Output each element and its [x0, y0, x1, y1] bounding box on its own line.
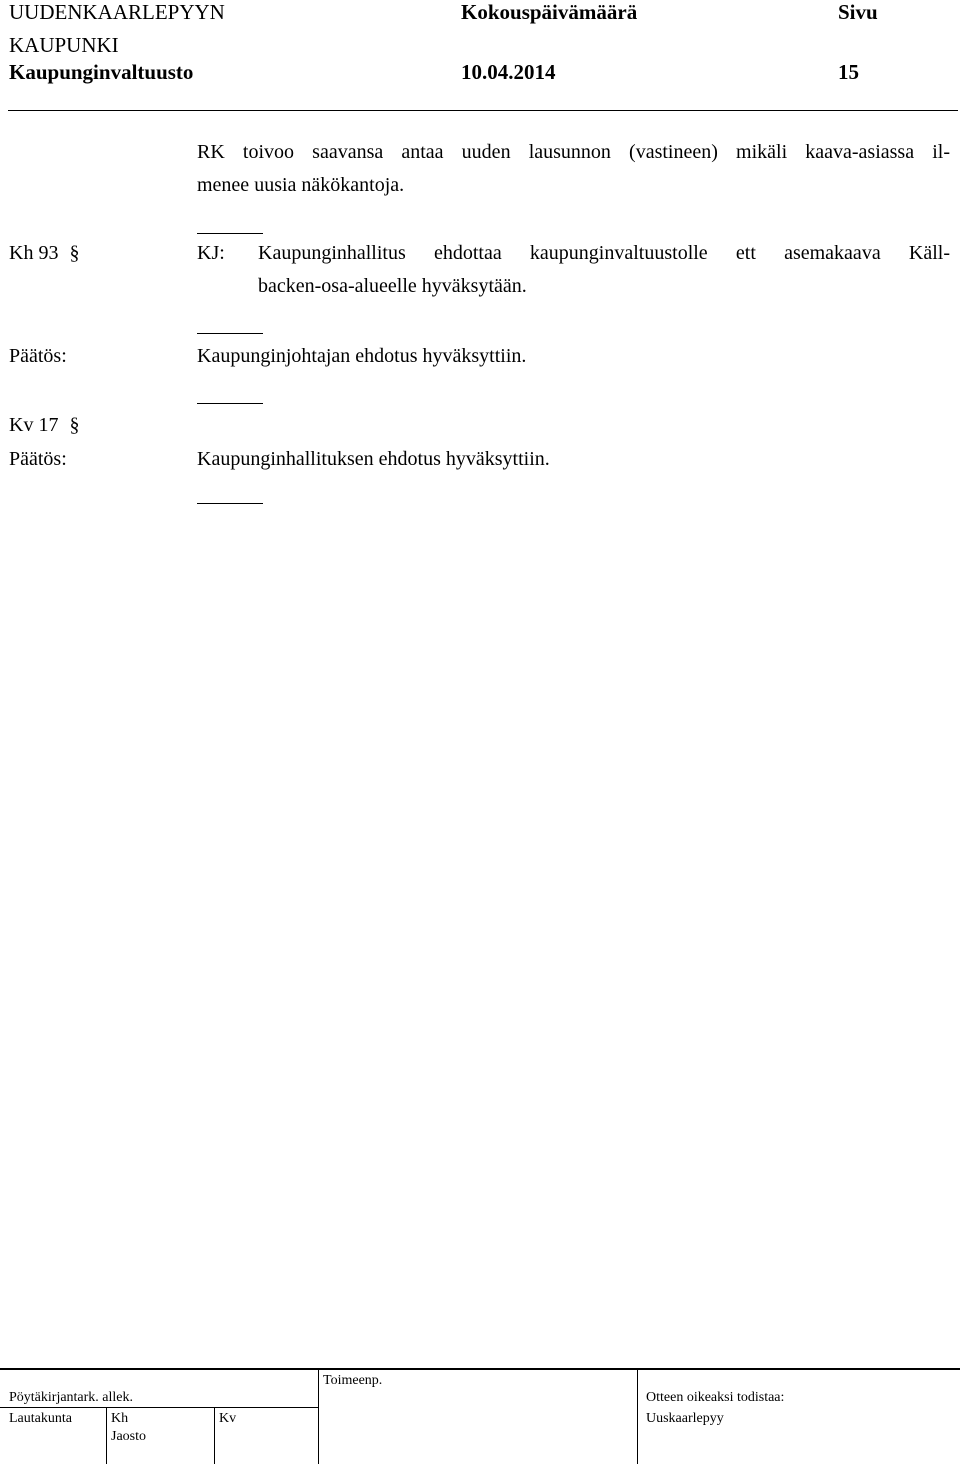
table-divider	[637, 1368, 638, 1464]
section-mark-icon: §	[69, 242, 80, 264]
kv-reference-number: Kv 17	[9, 414, 59, 436]
kh-reference-number: Kh 93	[9, 242, 59, 264]
separator-line	[197, 333, 263, 334]
separator-line	[197, 503, 263, 504]
decision-label: Päätös:	[9, 345, 67, 367]
board-label: Lautakunta	[9, 1411, 72, 1426]
table-divider	[106, 1408, 107, 1464]
kh-reference	[9, 237, 79, 270]
separator-line	[197, 403, 263, 404]
table-divider	[214, 1408, 215, 1464]
city-name: Uuskaarlepyy	[646, 1411, 724, 1426]
page-number: 15	[838, 60, 859, 84]
action-label: Toimeenp.	[323, 1373, 383, 1388]
kj-proposal-line2: backen-osa-alueelle hyväksytään.	[258, 275, 527, 297]
page-label: Sivu	[838, 0, 878, 24]
decision-text: Kaupunginhallituksen ehdotus hyväksyttiin.	[197, 448, 550, 470]
kv-label: Kv	[219, 1411, 237, 1426]
minutes-checker-label: Pöytäkirjantark. allek.	[9, 1390, 134, 1405]
decision-text: Kaupunginjohtajan ehdotus hyväksyttiin.	[197, 345, 527, 367]
table-border-inner	[0, 1407, 318, 1408]
organization-name-line2: KAUPUNKI	[9, 33, 119, 57]
rk-paragraph-line2: menee uusia näkökantoja.	[197, 174, 405, 196]
table-border-top	[0, 1368, 960, 1370]
kj-proposal-line1: Kaupunginhallitus ehdottaa kaupunginvaltuustolle ett asemakaava Käll-	[258, 242, 950, 264]
meeting-date-label: Kokouspäivämäärä	[461, 0, 638, 24]
body-name: Kaupunginvaltuusto	[9, 60, 194, 84]
meeting-date: 10.04.2014	[461, 60, 556, 84]
table-divider	[318, 1368, 319, 1464]
header-divider	[8, 110, 958, 111]
decision-label: Päätös:	[9, 448, 67, 470]
separator-line	[197, 233, 263, 234]
kv-reference	[9, 409, 79, 442]
rk-paragraph-line1: RK toivoo saavansa antaa uuden lausunnon (vastineen) mikäli kaava-asiassa il-	[197, 141, 950, 163]
section-mark-icon: §	[69, 414, 80, 436]
certified-copy-label: Otteen oikeaksi todistaa:	[646, 1390, 785, 1405]
section-label: Jaosto	[111, 1429, 146, 1444]
organization-name-line1: UUDENKAARLEPYYN	[9, 0, 225, 24]
kh-label: Kh	[111, 1411, 129, 1426]
kj-label: KJ:	[197, 242, 225, 264]
